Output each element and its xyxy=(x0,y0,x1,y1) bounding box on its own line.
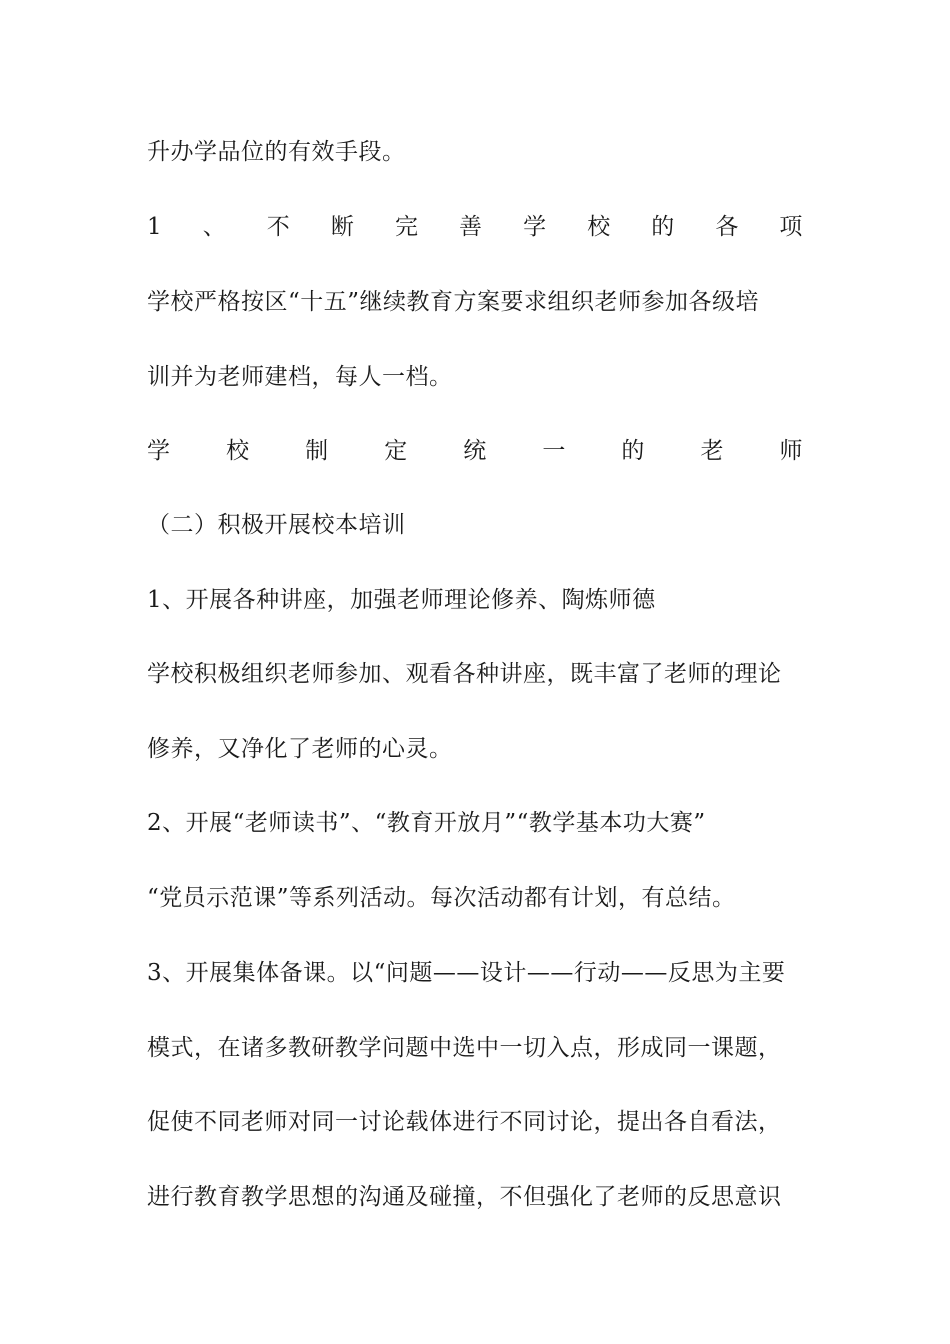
text-line-9: 修养，又净化了老师的心灵。 xyxy=(147,736,453,762)
char: 的 xyxy=(621,438,645,464)
char: 的 xyxy=(651,214,675,240)
char: 1 xyxy=(147,214,163,240)
text-line-3: 学校严格按区“十五”继续教育方案要求组织老师参加各级培 xyxy=(147,289,760,315)
text-line-2-spread xyxy=(147,212,803,242)
char: 不 xyxy=(266,214,291,240)
char: 一 xyxy=(542,438,566,464)
section-heading: （二）积极开展校本培训 xyxy=(147,512,406,538)
text-line-8: 学校积极组织老师参加、观看各种讲座，既丰富了老师的理论 xyxy=(147,661,782,687)
char: 校 xyxy=(587,214,611,240)
text-line-1: 升办学品位的有效手段。 xyxy=(147,139,406,165)
char: 、 xyxy=(202,214,227,240)
text-line-15: 进行教育教学思想的沟通及碰撞，不但强化了老师的反思意识 xyxy=(147,1184,782,1210)
text-line-12: 3、开展集体备课。以“问题——设计——行动——反思为主要 xyxy=(147,960,786,986)
char: 善 xyxy=(459,214,483,240)
text-line-4: 训并为老师建档，每人一档。 xyxy=(147,364,453,390)
char: 项 xyxy=(779,214,803,240)
text-line-14: 促使不同老师对同一讨论载体进行不同讨论，提出各自看法， xyxy=(147,1109,782,1135)
char: 老 xyxy=(700,438,724,464)
text-line-11: “党员示范课”等系列活动。每次活动都有计划，有总结。 xyxy=(147,885,736,911)
char: 校 xyxy=(226,438,250,464)
text-line-13: 模式，在诸多教研教学问题中选中一切入点，形成同一课题， xyxy=(147,1035,782,1061)
char: 完 xyxy=(394,214,419,240)
char: 定 xyxy=(384,438,408,464)
text-line-7: 1、开展各种讲座，加强老师理论修养、陶炼师德 xyxy=(147,587,656,613)
char: 各 xyxy=(715,214,739,240)
char: 制 xyxy=(305,438,329,464)
text-line-5-spread xyxy=(147,436,803,466)
char: 断 xyxy=(330,214,355,240)
char: 学 xyxy=(147,438,171,464)
char: 学 xyxy=(523,214,547,240)
char: 统 xyxy=(463,438,487,464)
char: 师 xyxy=(779,438,803,464)
text-line-10: 2、开展“老师读书”、“教育开放月”“教学基本功大赛” xyxy=(147,810,706,836)
